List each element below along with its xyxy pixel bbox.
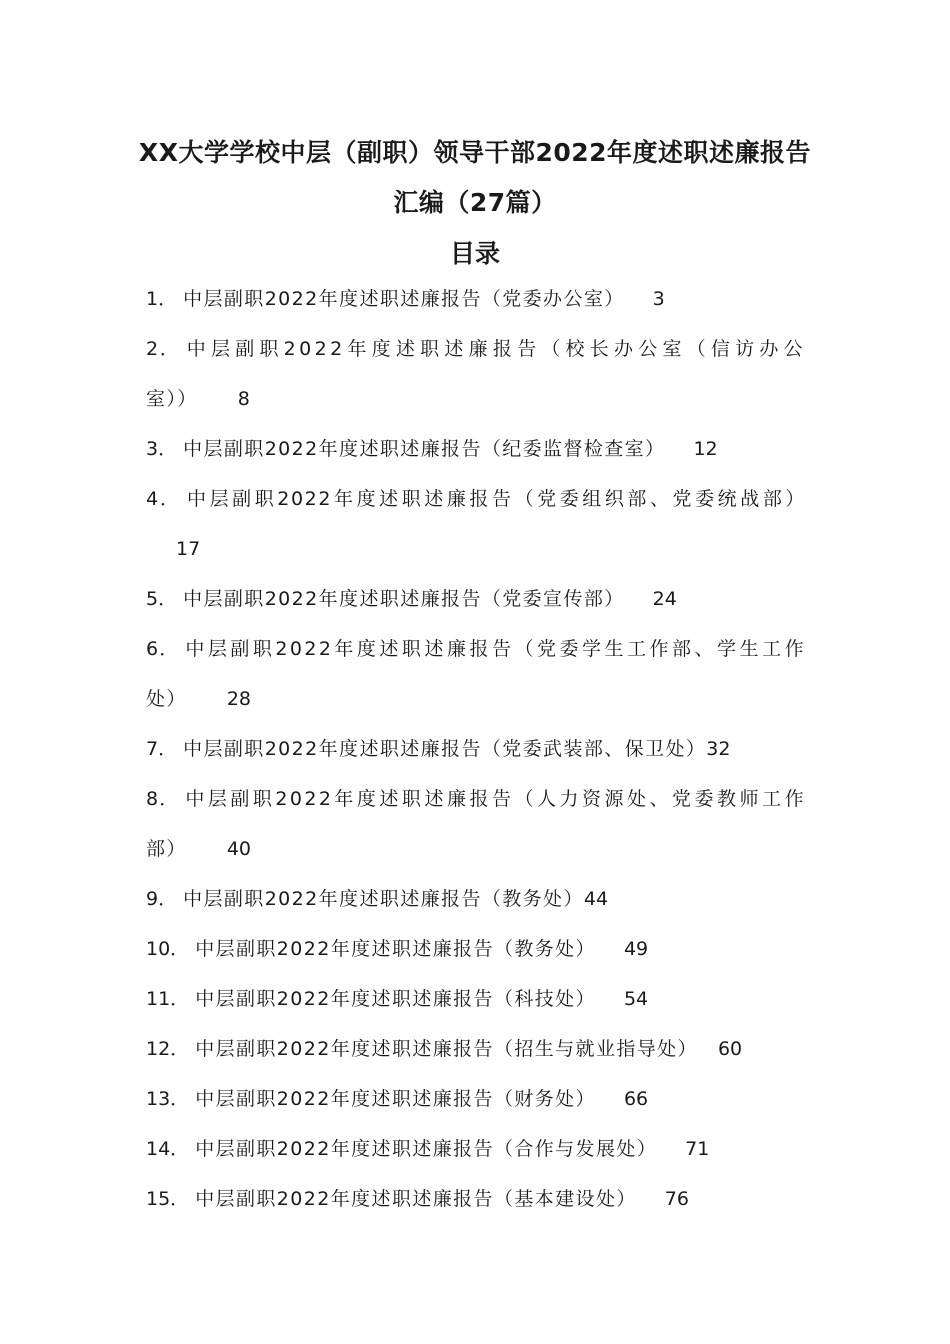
toc-entry-8-continued[interactable] [146, 834, 806, 864]
toc-entry-number: 11． [146, 988, 190, 1010]
toc-entry-4-page-line[interactable] [176, 534, 836, 564]
toc-entry-14[interactable] [146, 1134, 806, 1164]
toc-entry-text: 中层副职2022年度述职述廉报告（党委宣传部） [183, 588, 625, 610]
toc-entry-text-continued: 处） [146, 688, 187, 710]
toc-entry-text: 中层副职2022年度述职述廉报告（科技处） [195, 988, 596, 1010]
toc-entry-number: 14． [146, 1138, 190, 1160]
toc-entry-page: 66 [623, 1088, 649, 1110]
toc-entry-6[interactable] [146, 634, 806, 664]
toc-entry-number: 2． [146, 338, 181, 360]
document-title-line-2: 汇编（27篇） [393, 188, 557, 217]
toc-entry-text: 中层副职2022年度述职述廉报告（基本建设处） [195, 1188, 637, 1210]
toc-entry-text: 中层副职2022年度述职述廉报告（教务处） [195, 938, 596, 960]
toc-entry-page: 49 [623, 938, 649, 960]
toc-entry-page: 8 [237, 388, 250, 410]
toc-entry-1[interactable] [146, 284, 806, 314]
toc-entry-page: 32 [706, 738, 731, 760]
toc-entry-text: 中层副职2022年度述职述廉报告（党委办公室） [183, 288, 625, 310]
document-title-line-1: XX大学学校中层（副职）领导干部2022年度述职述廉报告 [138, 138, 812, 167]
toc-entry-text: 中层副职2022年度述职述廉报告（人力资源处、党委教师工作 [185, 788, 806, 810]
toc-entry-number: 13． [146, 1088, 190, 1110]
toc-entry-5[interactable] [146, 584, 806, 614]
toc-entry-number: 12． [146, 1038, 190, 1060]
toc-entry-page: 40 [226, 838, 251, 860]
toc-entry-text-continued: 室）） [146, 388, 198, 410]
toc-entry-7[interactable] [146, 734, 806, 764]
toc-entry-page: 60 [717, 1038, 743, 1060]
toc-entry-page: 76 [664, 1188, 689, 1210]
toc-entry-number: 9． [146, 888, 178, 910]
toc-entry-9[interactable] [146, 884, 806, 914]
toc-entry-number: 4． [146, 488, 182, 510]
toc-entry-3[interactable] [146, 434, 806, 464]
toc-entry-text-continued: 部） [146, 838, 187, 860]
toc-entry-number: 1． [146, 288, 178, 310]
toc-entry-number: 10． [146, 938, 190, 960]
toc-entry-4[interactable] [146, 484, 806, 514]
toc-entry-text: 中层副职2022年度述职述廉报告（教务处） [183, 888, 584, 910]
toc-entry-6-continued[interactable] [146, 684, 806, 714]
toc-entry-13[interactable] [146, 1084, 806, 1114]
toc-entry-page: 24 [652, 588, 677, 610]
toc-entry-11[interactable] [146, 984, 806, 1014]
toc-entry-12[interactable] [146, 1034, 806, 1064]
toc-entry-page: 28 [226, 688, 251, 710]
toc-entry-text: 中层副职2022年度述职述廉报告（党委武装部、保卫处） [183, 738, 707, 760]
toc-entry-text: 中层副职2022年度述职述廉报告（党委组织部、党委统战部） [187, 488, 806, 510]
toc-entry-page: 44 [583, 888, 609, 910]
toc-entry-8[interactable] [146, 784, 806, 814]
toc-entry-number: 3． [146, 438, 178, 460]
toc-entry-text: 中层副职2022年度述职述廉报告（校长办公室（信访办公 [186, 338, 806, 360]
toc-entry-page: 71 [685, 1138, 710, 1160]
toc-entry-10[interactable] [146, 934, 806, 964]
toc-entry-2[interactable] [146, 334, 806, 364]
toc-entry-page: 17 [176, 538, 201, 560]
toc-entry-15[interactable] [146, 1184, 806, 1214]
toc-heading: 目录 [449, 239, 500, 268]
toc-entry-2-continued[interactable] [146, 384, 806, 414]
toc-entry-page: 12 [693, 438, 718, 460]
toc-entry-text: 中层副职2022年度述职述廉报告（合作与发展处） [195, 1138, 658, 1160]
toc-entry-number: 5． [146, 588, 178, 610]
toc-entry-number: 7． [146, 738, 178, 760]
toc-entry-number: 15． [146, 1188, 190, 1210]
toc-entry-text: 中层副职2022年度述职述廉报告（招生与就业指导处） [195, 1038, 698, 1060]
toc-entry-number: 6． [146, 638, 180, 660]
toc-entry-text: 中层副职2022年度述职述廉报告（财务处） [195, 1088, 596, 1110]
toc-entry-text: 中层副职2022年度述职述廉报告（党委学生工作部、学生工作 [185, 638, 806, 660]
toc-entry-number: 8． [146, 788, 180, 810]
toc-entry-page: 3 [652, 288, 665, 310]
toc-entry-text: 中层副职2022年度述职述廉报告（纪委监督检查室） [183, 438, 666, 460]
toc-entry-page: 54 [623, 988, 649, 1010]
